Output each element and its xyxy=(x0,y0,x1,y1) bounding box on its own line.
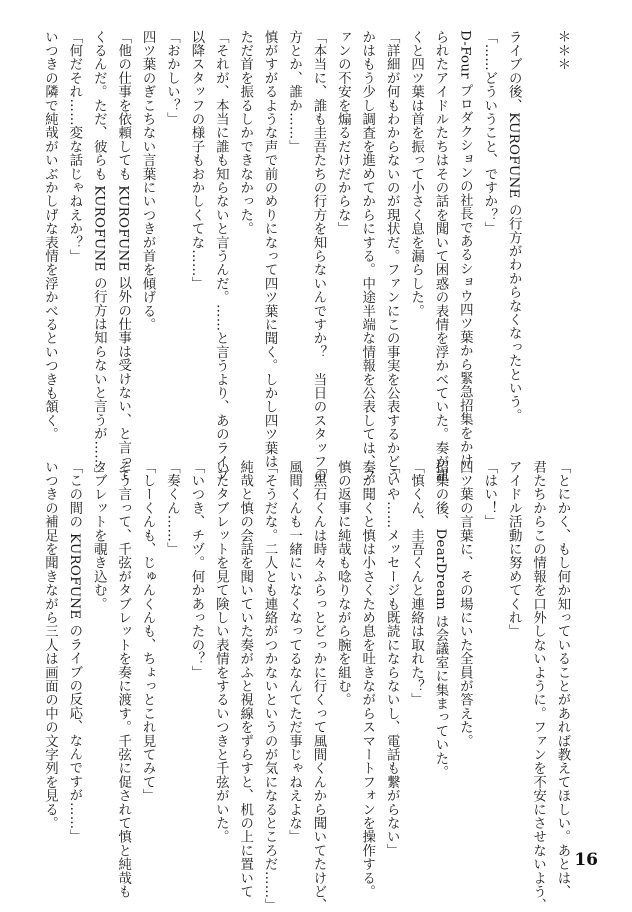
text-line: タブレットを覗き込む。 xyxy=(91,460,107,611)
text-line: 「はい！」 xyxy=(481,460,497,529)
page-number: 16 xyxy=(574,850,598,870)
text-block-lower xyxy=(42,460,574,912)
blank-line xyxy=(525,30,549,426)
text-line: 「とにかく、もし何か知っていることがあれば教えてほしい。あとは、 xyxy=(555,460,570,899)
text-line: 「何だそれ……変な話じゃねえか？」 xyxy=(66,30,82,263)
text-line: 慎がすがるような声で前のめりになって四ツ葉に聞く。しかし四ツ葉は xyxy=(262,30,278,469)
text-line: 「いつき、チヅ。何かあったの？」 xyxy=(188,460,204,680)
text-line: 「しーくんも、じゅんくんも、ちょっとこれ見てみて」 xyxy=(140,460,156,803)
text-block-upper xyxy=(42,30,574,483)
text-line: 方とか、誰か……」 xyxy=(286,30,302,154)
text-line: 純哉と慎の会話を聞いていた奏がふと視線をずらすと、机の上に置いて xyxy=(237,460,253,899)
text-line: 慎の返事に純哉も唸りながら腕を組む。 xyxy=(335,460,351,707)
text-line: 以降スタッフの様子もおかしくてな……」 xyxy=(188,30,204,291)
text-line: ァンの不安を煽るだけだからな」 xyxy=(335,30,351,236)
scene-break: ＊＊＊ xyxy=(555,30,570,72)
text-line: 君たちからこの情報を口外しないように。ファンを不安にさせないよう、 xyxy=(530,460,546,912)
text-line: くるんだ。ただ、彼らも KUROFUNE の行方は知らないと言うが……」 xyxy=(91,30,107,482)
text-line: 「おかしい？」 xyxy=(164,30,180,126)
text-line: 「……どういうこと、ですか？」 xyxy=(481,30,497,236)
text-line: いつきの補足を聞きながら三人は画面の中の文字列を見る。 xyxy=(42,460,58,830)
text-line: 四ツ葉の言葉に、その場にいた全員が答えた。 xyxy=(457,460,473,748)
text-line: 「そうだな。二人とも連絡がつかないというのが気になるところだ……」 xyxy=(262,460,278,912)
text-line: いたタブレットを見て険しい表情をするいつきと千弦がいた。 xyxy=(213,460,229,844)
text-line: 「それが、本当に誰も知らないと言うんだ。……と言うより、あのライブ xyxy=(213,30,229,483)
text-line: 「詳細が何もわからないのが現状だ。ファンにこの事実を公表するかどう xyxy=(384,30,400,483)
text-line: ライブの後、KUROFUNE の行方がわからなくなったという。 xyxy=(506,30,522,423)
text-line: いつきの隣で純哉がいぶかしげな表情を浮かべるといつきも頷く。 xyxy=(42,30,58,441)
text-line: 「慎くん、圭吾くんと連絡は取れた？」 xyxy=(408,460,424,707)
text-line: 「他の仕事を依頼しても KUROFUNE 以外の仕事は受けない、と言って xyxy=(115,30,131,482)
text-line: そう言って、千弦がタブレットを奏に渡す。千弦に促されて慎と純哉も xyxy=(115,460,131,899)
text-line: 四ツ葉のぎこちない言葉にいつきが首を傾げる。 xyxy=(140,30,156,332)
text-line: 「奏くん……」 xyxy=(164,460,180,556)
text-line: ただ首を振るしかできなかった。 xyxy=(237,30,253,236)
text-line: D-Four プロダクションの社長であるショウ四ツ葉から緊急招集をかけ xyxy=(457,30,473,468)
text-line: 「この間の KUROFUNE のライブの反応、なんですが……」 xyxy=(66,460,82,844)
text-line: 風間くんも一緒にいなくなってるなんてただ事じゃねえよな」 xyxy=(286,460,302,844)
text-line: 「本当に、誰も圭吾たちの行方を知らないんですか？ 当日のスタッフの xyxy=(310,30,326,483)
text-line: くと四ツ葉は首を振って小さく息を漏らした。 xyxy=(408,30,424,318)
text-line: られたアイドルたちはその話を聞いて困惑の表情を浮かべていた。奏が訊 xyxy=(432,30,448,483)
text-line: 奏が聞くと慎は小さくため息を吐きながらスマートフォンを操作する。 xyxy=(359,460,375,899)
text-line: 招集の後、DearDream は会議室に集まっていた。 xyxy=(432,460,448,779)
text-line: 「いや……メッセージも既読にならないし、電話も繋がらない」 xyxy=(384,460,400,858)
text-line: かはもう少し調査を進めてからにする。中途半端な情報を公表しては、フ xyxy=(359,30,375,483)
text-line: アイドル活動に努めてくれ」 xyxy=(506,460,522,639)
text-line: 「黒石くんは時々ふらっとどっかに行くって風間くんから聞いてたけど、 xyxy=(310,460,326,912)
